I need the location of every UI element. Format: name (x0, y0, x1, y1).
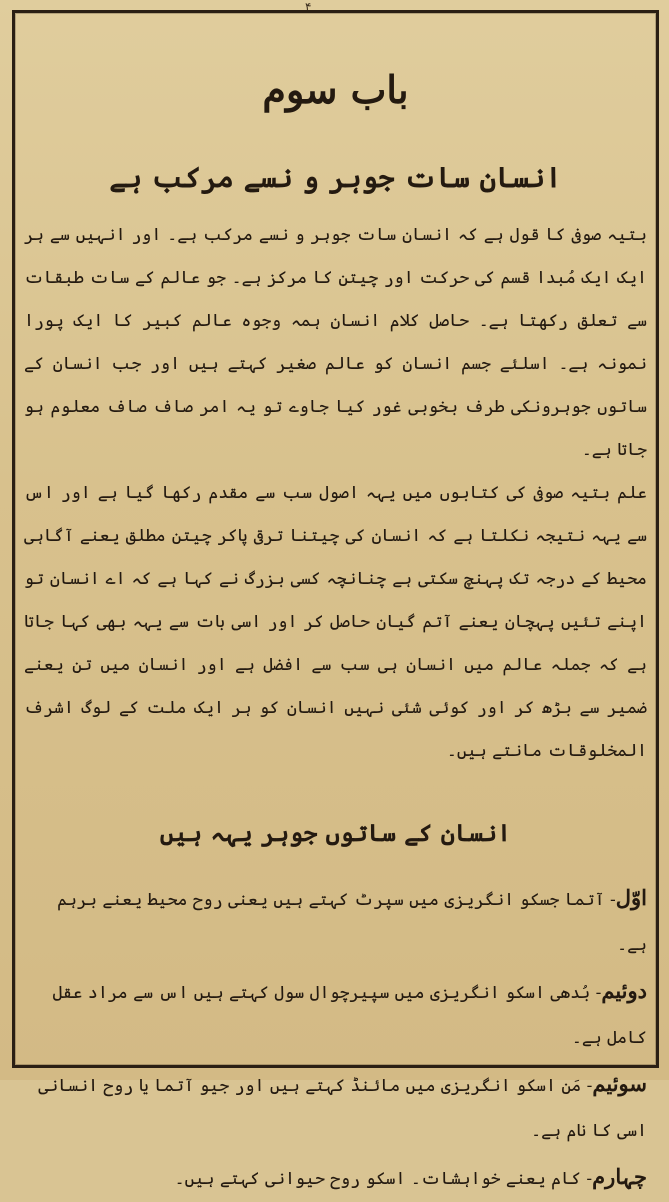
paragraph-1: بتیہ صوفی کا قول ہے کہ انسان سات جوہر و نسے مرکب ہے۔ اور انہیں سے ہر ایک ایک مُبدا قسم کی حرکت اور چیتن کا مرکز ہے۔ جو عالم کے سات طبقات سے تعلق رکھتا ہے۔ حاصل کلام انسان ہمہ وجوہ عالم کبیر کا ایک پورا نمونہ ہے۔ اسلئے جسم انسان کو عالم صغیر کہتے ہیں اور جب انسان کے ساتوں جوہرونکی طرف بخوبی غور کیا جاوے تو یہ امر صاف صاف معلوم ہو جاتا ہے۔ (24, 225, 647, 460)
list-item (24, 1154, 647, 1202)
list-item (24, 875, 647, 968)
list-text: - مَن اسکو انگریزی میں مائنڈ کہتے ہیں اور جیو آتما یا روح انسانی اسی کا نام ہے۔ (38, 1076, 647, 1141)
section-title: انسان کے ساتوں جوہر یہہ ہیں (159, 818, 512, 847)
list-ordinal: چہارم (592, 1164, 647, 1189)
paragraph-2: علم بتیہ صوفی کی کتابوں میں یہہ اصول سب سے مقدم رکھا گیا ہے اور اس سے یہہ نتیجہ نکلتا ہے کہ انسان کی چیتنا ترقی پاکر چیتن مطلق یعنے آگاہی محیط کے درجہ تک پہنچ سکتی ہے چنانچہ کسی بزرگ نے کہا ہے کہ اے انسان تو اپنے تئیں پہچان یعنے آتم گیان حاصل کر اور اسی بات سے یہہ بھی کہا جاتا ہے کہ جملہ عالم میں انسان ہی سب سے افضل ہے اور انسان میں تن یعنے ضمیر سے بڑھ کر اور کوئی شئی نہیں انسان کو ہر ایک ملت کے لوگ اشرف المخلوقات مانتے ہیں۔ (24, 483, 647, 761)
list-item (24, 1061, 647, 1154)
list-ordinal: سوئیم (592, 1071, 647, 1096)
list-text: - کام یعنے خواہشات۔ اسکو روح حیوانی کہتے ہیں۔ (174, 1169, 593, 1189)
jewels-list (24, 875, 647, 1202)
list-ordinal: اوّل (615, 885, 647, 910)
list-text: - بُدھی اسکو انگریزی میں سپیرچوال سول کہتے ہیں اس سے مراد عقل کامل ہے۔ (52, 983, 647, 1048)
list-ordinal: دوئیم (601, 978, 647, 1003)
page-content (24, 30, 647, 1202)
list-item (24, 968, 647, 1061)
list-text: - آتما جسکو انگریزی میں سپرٹ کہتے ہیں یعنی روح محیط یعنے برہم ہے۔ (57, 890, 647, 955)
chapter-title: باب سوم (262, 67, 409, 112)
chapter-subtitle: انسان سات جوہر و نسے مرکب ہے (109, 161, 562, 194)
page-number: ۴ (305, 0, 312, 14)
